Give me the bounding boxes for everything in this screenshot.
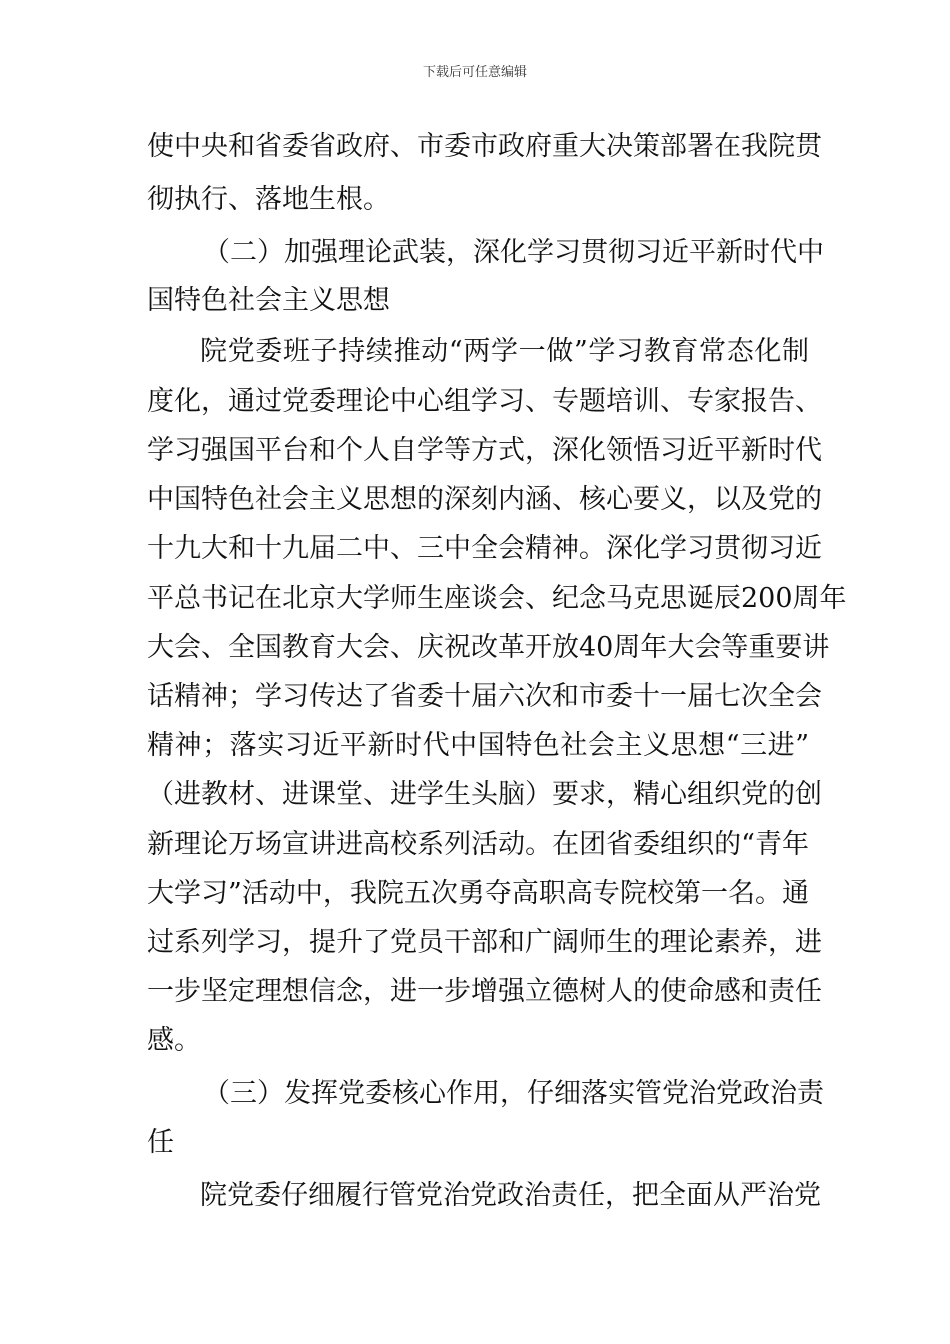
body-line: 大学习”活动中，我院五次勇夺高职高专院校第一名。通 [147, 878, 809, 909]
body-line: 精神；落实习近平新时代中国特色社会主义思想“三进” [147, 730, 809, 761]
body-line: （进教材、进课堂、进学生头脑）要求，精心组织党的创 [147, 779, 822, 810]
body-line: 院党委仔细履行管党治党政治责任，把全面从严治党 [200, 1180, 821, 1211]
body-line: 大会、全国教育大会、庆祝改革开放40周年大会等重要讲 [147, 632, 830, 663]
body-line: 彻执行、落地生根。 [147, 184, 390, 215]
body-line: 学习强国平台和个人自学等方式，深化领悟习近平新时代 [147, 435, 822, 466]
body-line: 感。 [147, 1025, 201, 1056]
section-heading: （二）加强理论武装，深化学习贯彻习近平新时代中 [203, 237, 824, 268]
body-line: 院党委班子持续推动“两学一做”学习教育常态化制 [200, 336, 809, 367]
section-heading: 任 [147, 1127, 174, 1158]
body-line: 十九大和十九届二中、三中全会精神。深化学习贯彻习近 [147, 533, 822, 564]
section-heading: （三）发挥党委核心作用，仔细落实管党治党政治责 [203, 1078, 824, 1109]
body-line: 话精神；学习传达了省委十届六次和市委十一届七次全会 [147, 681, 822, 712]
page-header: 下载后可任意编辑 [422, 65, 527, 80]
body-line: 一步坚定理想信念，进一步增强立德树人的使命感和责任 [147, 976, 822, 1007]
body-line: 中国特色社会主义思想的深刻内涵、核心要义，以及党的 [147, 484, 822, 515]
body-line: 新理论万场宣讲进高校系列活动。在团省委组织的“青年 [147, 829, 809, 860]
body-line: 度化，通过党委理论中心组学习、专题培训、专家报告、 [147, 386, 822, 417]
body-line: 平总书记在北京大学师生座谈会、纪念马克思诞辰200周年 [147, 583, 847, 614]
section-heading: 国特色社会主义思想 [147, 285, 390, 316]
body-line: 过系列学习，提升了党员干部和广阔师生的理论素养，进 [147, 927, 822, 958]
body-line: 使中央和省委省政府、市委市政府重大决策部署在我院贯 [147, 131, 822, 162]
